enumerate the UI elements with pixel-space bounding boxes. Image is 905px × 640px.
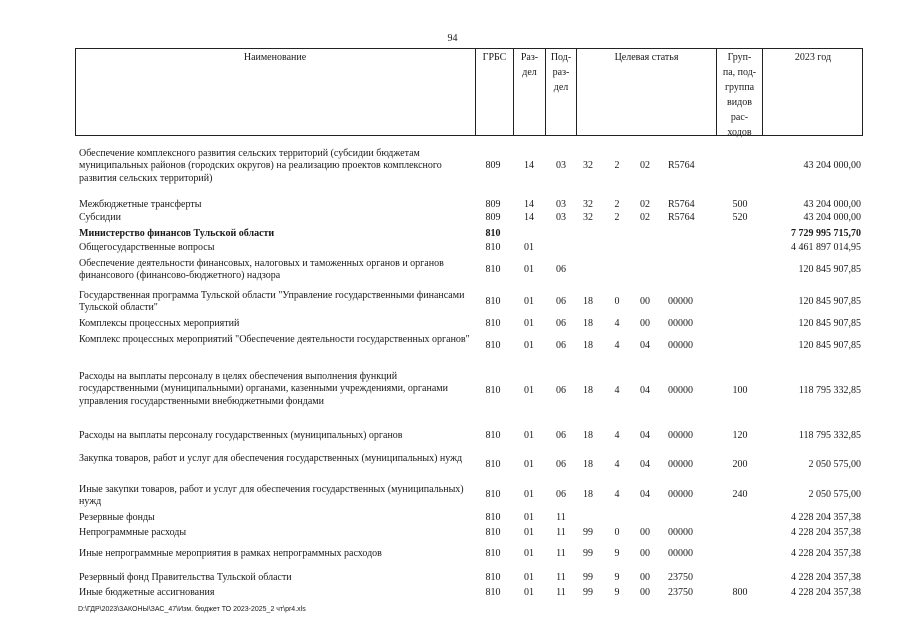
row-sum: 43 204 000,00: [803, 160, 861, 171]
row-podrazdel: 11: [556, 587, 566, 598]
row-cs3: 04: [640, 340, 650, 351]
row-cs3: 04: [640, 489, 650, 500]
row-name: Субсидии: [79, 212, 121, 223]
row-sum: 43 204 000,00: [803, 212, 861, 223]
row-name: Расходы на выплаты персоналу государственных (муниципальных) органов: [79, 430, 403, 441]
row-grbs: 809: [485, 199, 501, 210]
row-cs2: 9: [614, 548, 620, 559]
row-vr: 800: [732, 587, 748, 598]
row-cs1: 32: [583, 212, 593, 223]
row-grbs: 810: [485, 512, 501, 523]
row-razdel: 01: [524, 340, 534, 351]
row-cs2: 9: [614, 587, 620, 598]
row-grbs: 809: [485, 212, 501, 223]
row-cs1: 18: [583, 489, 593, 500]
row-razdel: 01: [524, 296, 534, 307]
row-cs2: 2: [614, 160, 620, 171]
row-sum: 120 845 907,85: [798, 340, 861, 351]
row-podrazdel: 11: [556, 548, 566, 559]
row-sum: 118 795 332,85: [798, 430, 861, 441]
row-podrazdel: 06: [556, 340, 566, 351]
row-name: Закупка товаров, работ и услуг для обеспечения государственных (муниципальных) нужд: [79, 453, 463, 464]
row-cs3: 00: [640, 527, 650, 538]
row-cs1: 99: [583, 572, 593, 583]
row-grbs: 810: [485, 527, 501, 538]
row-cs1: 32: [583, 160, 593, 171]
row-cs1: 18: [583, 385, 593, 396]
row-sum: 120 845 907,85: [798, 264, 861, 275]
row-vr: 100: [732, 385, 748, 396]
header-grbs-label: ГРБС: [482, 52, 507, 63]
row-cs2: 4: [614, 430, 620, 441]
row-sum: 2 050 575,00: [808, 489, 861, 500]
row-cs4: 00000: [668, 296, 693, 307]
row-cs4: 00000: [668, 430, 693, 441]
row-cs2: 4: [614, 340, 620, 351]
row-cs1: 18: [583, 318, 593, 329]
header-razdel-line: Раз-: [520, 52, 539, 63]
row-razdel: 01: [524, 264, 534, 275]
page-number: 94: [447, 33, 458, 44]
row-cs2: 0: [614, 296, 620, 307]
row-razdel: 01: [524, 385, 534, 396]
row-cs1: 18: [583, 340, 593, 351]
row-cs3: 02: [640, 160, 650, 171]
row-sum: 4 228 204 357,38: [791, 527, 861, 538]
row-grbs: 810: [485, 242, 501, 253]
row-name: Министерство финансов Тульской области: [79, 228, 275, 239]
row-name: Обеспечение комплексного развития сельских территорий (субсидии бюджетам муниципальных районов (городских округов) на реализацию проектов комплексного развития сельских территорий): [79, 148, 442, 184]
header-vr-line: рас-: [730, 112, 749, 123]
row-sum: 43 204 000,00: [803, 199, 861, 210]
row-cs3: 04: [640, 385, 650, 396]
row-name: Межбюджетные трансферты: [79, 199, 202, 210]
row-podrazdel: 06: [556, 264, 566, 275]
header-vr-line: ходов: [727, 127, 752, 138]
row-vr: 200: [732, 459, 748, 470]
header-podrazdel-line: Под-: [550, 52, 572, 63]
row-grbs: 810: [485, 318, 501, 329]
row-grbs: 810: [485, 228, 501, 239]
row-razdel: 14: [524, 160, 534, 171]
row-grbs: 810: [485, 296, 501, 307]
header-vr-line: группа: [724, 82, 755, 93]
row-name: Расходы на выплаты персоналу в целях обеспечения выполнения функций государственными (муниципальными) органами, казенными учреждениями, органами управления государственными внебюджетными фондами: [79, 371, 448, 407]
row-cs1: 99: [583, 548, 593, 559]
row-sum: 7 729 995 715,70: [791, 228, 861, 239]
row-cs4: 00000: [668, 489, 693, 500]
header-vr-line: Груп-: [727, 52, 752, 63]
row-grbs: 810: [485, 430, 501, 441]
row-cs2: 4: [614, 489, 620, 500]
row-grbs: 810: [485, 385, 501, 396]
row-cs2: 4: [614, 459, 620, 470]
row-cs4: R5764: [668, 160, 695, 171]
row-cs2: 2: [614, 212, 620, 223]
row-sum: 4 228 204 357,38: [791, 587, 861, 598]
row-name: Резервный фонд Правительства Тульской области: [79, 572, 292, 583]
row-razdel: 01: [524, 548, 534, 559]
header-razdel-line: дел: [522, 67, 537, 78]
row-cs4: R5764: [668, 212, 695, 223]
row-razdel: 01: [524, 459, 534, 470]
row-razdel: 01: [524, 527, 534, 538]
row-cs4: 00000: [668, 318, 693, 329]
row-sum: 4 228 204 357,38: [791, 548, 861, 559]
row-name: Общегосударственные вопросы: [79, 242, 215, 253]
row-cs4: R5764: [668, 199, 695, 210]
row-vr: 500: [732, 199, 748, 210]
row-podrazdel: 06: [556, 318, 566, 329]
row-cs3: 02: [640, 199, 650, 210]
header-vr-line: видов: [727, 97, 752, 108]
row-cs3: 04: [640, 430, 650, 441]
row-podrazdel: 11: [556, 527, 566, 538]
row-sum: 120 845 907,85: [798, 296, 861, 307]
row-grbs: 810: [485, 587, 501, 598]
row-cs1: 18: [583, 459, 593, 470]
row-grbs: 810: [485, 264, 501, 275]
row-vr: 520: [732, 212, 748, 223]
row-name: Обеспечение деятельности финансовых, налоговых и таможенных органов и органов финансового (финансово-бюджетного) надзора: [79, 258, 444, 282]
row-name: Непрограммные расходы: [79, 527, 187, 538]
row-sum: 120 845 907,85: [798, 318, 861, 329]
row-cs3: 02: [640, 212, 650, 223]
row-grbs: 810: [485, 548, 501, 559]
row-razdel: 01: [524, 572, 534, 583]
row-cs3: 00: [640, 572, 650, 583]
row-podrazdel: 06: [556, 489, 566, 500]
row-grbs: 809: [485, 160, 501, 171]
header-name-label: Наименование: [243, 52, 307, 63]
row-razdel: 01: [524, 489, 534, 500]
row-name: Иные закупки товаров, работ и услуг для обеспечения государственных (муниципальных) нужд: [79, 484, 464, 508]
row-podrazdel: 06: [556, 459, 566, 470]
header-year-label: 2023 год: [794, 52, 832, 63]
row-name: Иные непрограммные мероприятия в рамках непрограммных расходов: [79, 548, 382, 559]
row-cs1: 99: [583, 587, 593, 598]
row-cs4: 23750: [668, 572, 693, 583]
row-grbs: 810: [485, 340, 501, 351]
row-cs2: 9: [614, 572, 620, 583]
row-sum: 4 461 897 014,95: [791, 242, 861, 253]
row-podrazdel: 03: [556, 199, 566, 210]
row-cs3: 04: [640, 459, 650, 470]
row-cs1: 18: [583, 296, 593, 307]
row-cs3: 00: [640, 548, 650, 559]
row-podrazdel: 11: [556, 572, 566, 583]
row-cs3: 00: [640, 318, 650, 329]
row-razdel: 01: [524, 587, 534, 598]
row-cs4: 00000: [668, 459, 693, 470]
row-vr: 120: [732, 430, 748, 441]
row-cs2: 4: [614, 385, 620, 396]
row-razdel: 01: [524, 512, 534, 523]
row-sum: 2 050 575,00: [808, 459, 861, 470]
row-cs4: 00000: [668, 548, 693, 559]
row-razdel: 01: [524, 430, 534, 441]
row-cs2: 2: [614, 199, 620, 210]
row-cs3: 00: [640, 296, 650, 307]
row-razdel: 14: [524, 212, 534, 223]
header-celevaya-label: Целевая статья: [614, 52, 679, 63]
row-vr: 240: [732, 489, 748, 500]
row-cs4: 23750: [668, 587, 693, 598]
row-cs2: 0: [614, 527, 620, 538]
row-cs4: 00000: [668, 340, 693, 351]
row-podrazdel: 03: [556, 160, 566, 171]
row-cs1: 32: [583, 199, 593, 210]
header-vr-line: па, под-: [722, 67, 757, 78]
header-podrazdel-line: дел: [553, 82, 569, 93]
row-cs1: 99: [583, 527, 593, 538]
row-sum: 118 795 332,85: [798, 385, 861, 396]
row-podrazdel: 03: [556, 212, 566, 223]
file-path: D:\ГДР\2023\ЗАКОНЫ\ЗАС_47\Изм. бюджет ТО 2023-2025_2 чт\pr4.xls: [78, 606, 306, 613]
row-cs4: 00000: [668, 385, 693, 396]
row-grbs: 810: [485, 459, 501, 470]
row-cs1: 18: [583, 430, 593, 441]
row-name: Комплексы процессных мероприятий: [79, 318, 240, 329]
row-sum: 4 228 204 357,38: [791, 512, 861, 523]
header-podrazdel-line: раз-: [552, 67, 570, 78]
row-cs4: 00000: [668, 527, 693, 538]
row-podrazdel: 06: [556, 385, 566, 396]
row-sum: 4 228 204 357,38: [791, 572, 861, 583]
row-cs2: 4: [614, 318, 620, 329]
row-name: Государственная программа Тульской области "Управление государственными финансами Тульской области": [79, 290, 465, 314]
row-cs3: 00: [640, 587, 650, 598]
row-name: Комплекс процессных мероприятий "Обеспечение деятельности государственных органов": [79, 334, 470, 345]
row-podrazdel: 06: [556, 296, 566, 307]
row-podrazdel: 11: [556, 512, 566, 523]
row-grbs: 810: [485, 489, 501, 500]
row-grbs: 810: [485, 572, 501, 583]
row-name: Резервные фонды: [79, 512, 155, 523]
row-razdel: 14: [524, 199, 534, 210]
row-razdel: 01: [524, 318, 534, 329]
row-name: Иные бюджетные ассигнования: [79, 587, 215, 598]
row-podrazdel: 06: [556, 430, 566, 441]
row-razdel: 01: [524, 242, 534, 253]
